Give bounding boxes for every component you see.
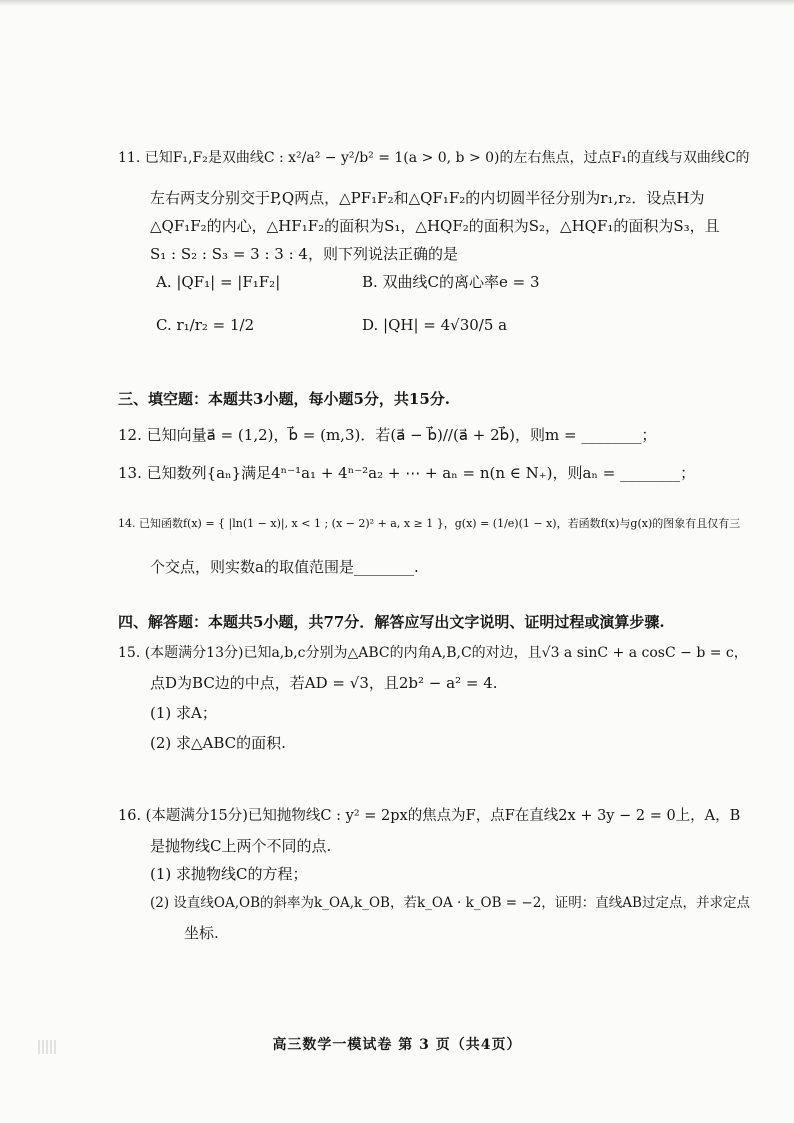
- q11-option-b: B. 双曲线C的离心率e = 3: [362, 273, 540, 291]
- section-3-heading: 三、填空题：本题共3小题，每小题5分，共15分.: [118, 390, 450, 408]
- q14-line1: 14. 已知函数f(x) = { |ln(1 − x)|, x < 1 ; (x − 2)² + a, x ≥ 1 }，g(x) = (1/e)(1 − x)，若函数f(x)与g(x)的图象有且仅有三: [118, 517, 741, 530]
- q11-line2: 左右两支分别交于P,Q两点，△PF₁F₂和△QF₁F₂的内切圆半径分别为r₁,r₂．设点H为: [150, 189, 705, 207]
- q11-line3: △QF₁F₂的内心，△HF₁F₂的面积为S₁，△HQF₂的面积为S₂，△HQF₁的面积为S₃，且: [150, 217, 720, 235]
- q15-part2: (2) 求△ABC的面积.: [150, 734, 286, 752]
- q15-line2: 点D为BC边的中点，若AD = √3，且2b² − a² = 4.: [150, 674, 498, 692]
- q13: 13. 已知数列{aₙ}满足4ⁿ⁻¹a₁ + 4ⁿ⁻²a₂ + ⋯ + aₙ = n(n ∈ N₊)，则aₙ = ________；: [118, 464, 696, 482]
- q15-part1: (1) 求A；: [150, 704, 217, 722]
- q16-part2: (2) 设直线OA,OB的斜率为k_OA,k_OB，若k_OA · k_OB = −2，证明：直线AB过定点，并求定点: [150, 895, 750, 911]
- q16-part1: (1) 求抛物线C的方程；: [150, 865, 308, 883]
- q11-option-a: A. |QF₁| = |F₁F₂|: [156, 273, 281, 291]
- section-4-heading: 四、解答题：本题共5小题，共77分．解答应写出文字说明、证明过程或演算步骤.: [118, 613, 665, 631]
- q11-option-c: C. r₁/r₂ = 1/2: [156, 316, 255, 334]
- page-footer: 高三数学一模试卷 第 3 页（共4页）: [272, 1037, 522, 1053]
- q14-line2: 个交点，则实数a的取值范围是________.: [150, 558, 419, 576]
- q11-line4: S₁ : S₂ : S₃ = 3 : 3 : 4，则下列说法正确的是: [150, 245, 458, 263]
- q12: 12. 已知向量a⃗ = (1,2)，b⃗ = (m,3)．若(a⃗ − b⃗)//(a⃗ + 2b⃗)，则m = ________；: [118, 426, 657, 444]
- q16-line2: 是抛物线C上两个不同的点.: [150, 837, 332, 855]
- q16-part2-cont: 坐标.: [184, 924, 219, 942]
- q11-option-d: D. |QH| = 4√30/5 a: [362, 316, 508, 334]
- q16-line1: 16. (本题满分15分)已知抛物线C : y² = 2px的焦点为F，点F在直线2x + 3y − 2 = 0上，A，B: [118, 808, 741, 824]
- q15-line1: 15. (本题满分13分)已知a,b,c分别为△ABC的内角A,B,C的对边，且√3 a sinC + a cosC − b = c，: [118, 645, 748, 661]
- scan-edge: [0, 0, 794, 6]
- q11-line1: 11. 已知F₁,F₂是双曲线C : x²/a² − y²/b² = 1(a > 0, b > 0)的左右焦点，过点F₁的直线与双曲线C的: [118, 150, 750, 166]
